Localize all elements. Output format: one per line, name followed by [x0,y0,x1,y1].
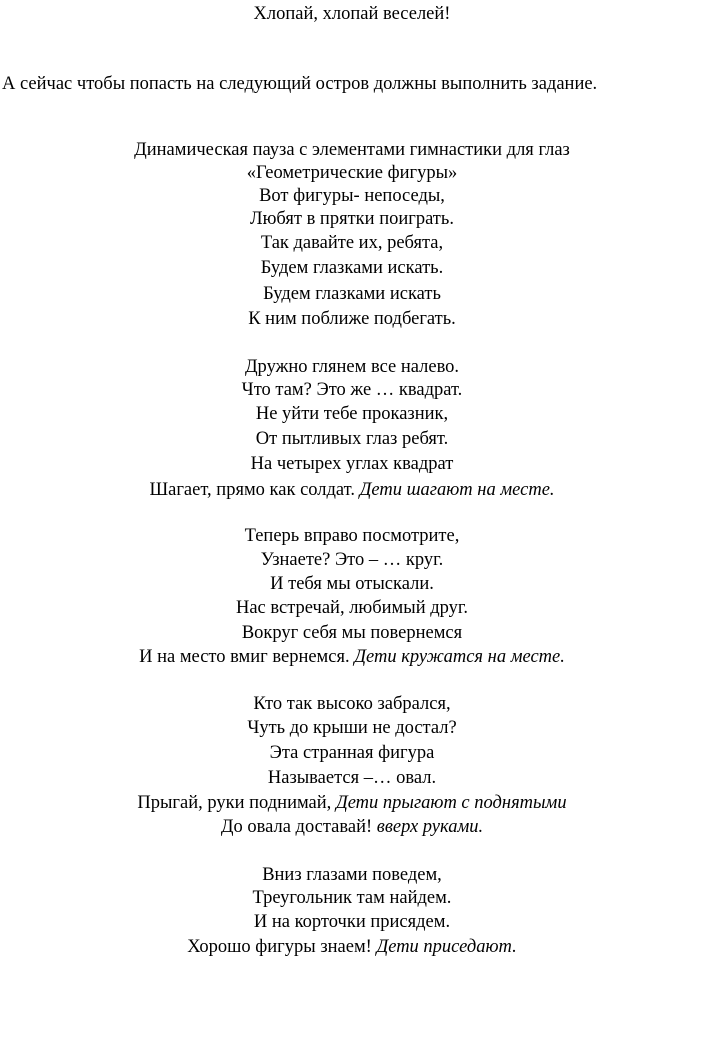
stanza4-line6-action: вверх руками. [376,817,484,837]
stanza3-line: Узнаете? Это – … круг. [260,550,444,570]
stanza3-line: И тебя мы отыскали. [270,574,434,594]
stanza5-action: Дети приседают. [376,937,517,957]
stanza1-line: Будем глазками искать. [260,258,444,278]
stanza2-last-text: Шагает, прямо как солдат. [149,480,355,500]
stanza5-last-line [0,935,704,959]
header-line: Хлопай, хлопай веселей! [253,4,451,24]
stanza4-line5-action: Дети прыгают с поднятыми [335,793,567,813]
stanza2-action: Дети шагают на месте. [359,480,555,500]
stanza5-line: Треугольник там найдем. [252,888,452,908]
stanza4-line-5 [0,791,704,815]
stanza1-line: К ним поближе подбегать. [248,309,456,329]
stanza2-last-line [0,478,704,502]
stanza2-line: На четырех углах квадрат [250,454,454,474]
stanza4-line6-text: До овала доставай! [220,817,373,837]
title-line-1: Динамическая пауза с элементами гимнастики для глаз [134,140,570,160]
stanza2-line: От пытливых глаз ребят. [255,429,449,449]
stanza4-line: Называется –… овал. [267,768,437,788]
stanza4-line: Чуть до крыши не достал? [247,718,457,738]
stanza2-line: Что там? Это же … квадрат. [241,380,463,400]
stanza4-line-6 [0,815,704,839]
stanza5-last-text: Хорошо фигуры знаем! [187,937,372,957]
stanza3-line: Теперь вправо посмотрите, [244,526,460,546]
intro-line: А сейчас чтобы попасть на следующий остров должны выполнить задание. [2,74,598,94]
stanza4-line: Эта странная фигура [269,743,435,763]
stanza3-action: Дети кружатся на месте. [354,647,565,667]
stanza4-line: Кто так высоко забрался, [253,694,451,714]
title-line-2: «Геометрические фигуры» [246,163,458,183]
stanza1-line: Будем глазками искать [263,284,441,304]
stanza5-line: Вниз глазами поведем, [262,865,442,885]
stanza1-line: Любят в прятки поиграть. [250,209,454,229]
stanza5-line: И на корточки присядем. [253,912,451,932]
stanza1-line: Так давайте их, ребята, [260,233,444,253]
stanza3-last-line [0,645,704,669]
stanza4-line5-text: Прыгай, руки поднимай, [137,793,332,813]
stanza2-line: Не уйти тебе проказник, [255,404,449,424]
stanza3-last-text: И на место вмиг вернемся. [139,647,350,667]
stanza3-line: Вокруг себя мы повернемся [241,623,463,643]
stanza1-line: Вот фигуры- непоседы, [259,186,445,206]
stanza2-line: Дружно глянем все налево. [244,357,460,377]
stanza3-line: Нас встречай, любимый друг. [235,598,469,618]
